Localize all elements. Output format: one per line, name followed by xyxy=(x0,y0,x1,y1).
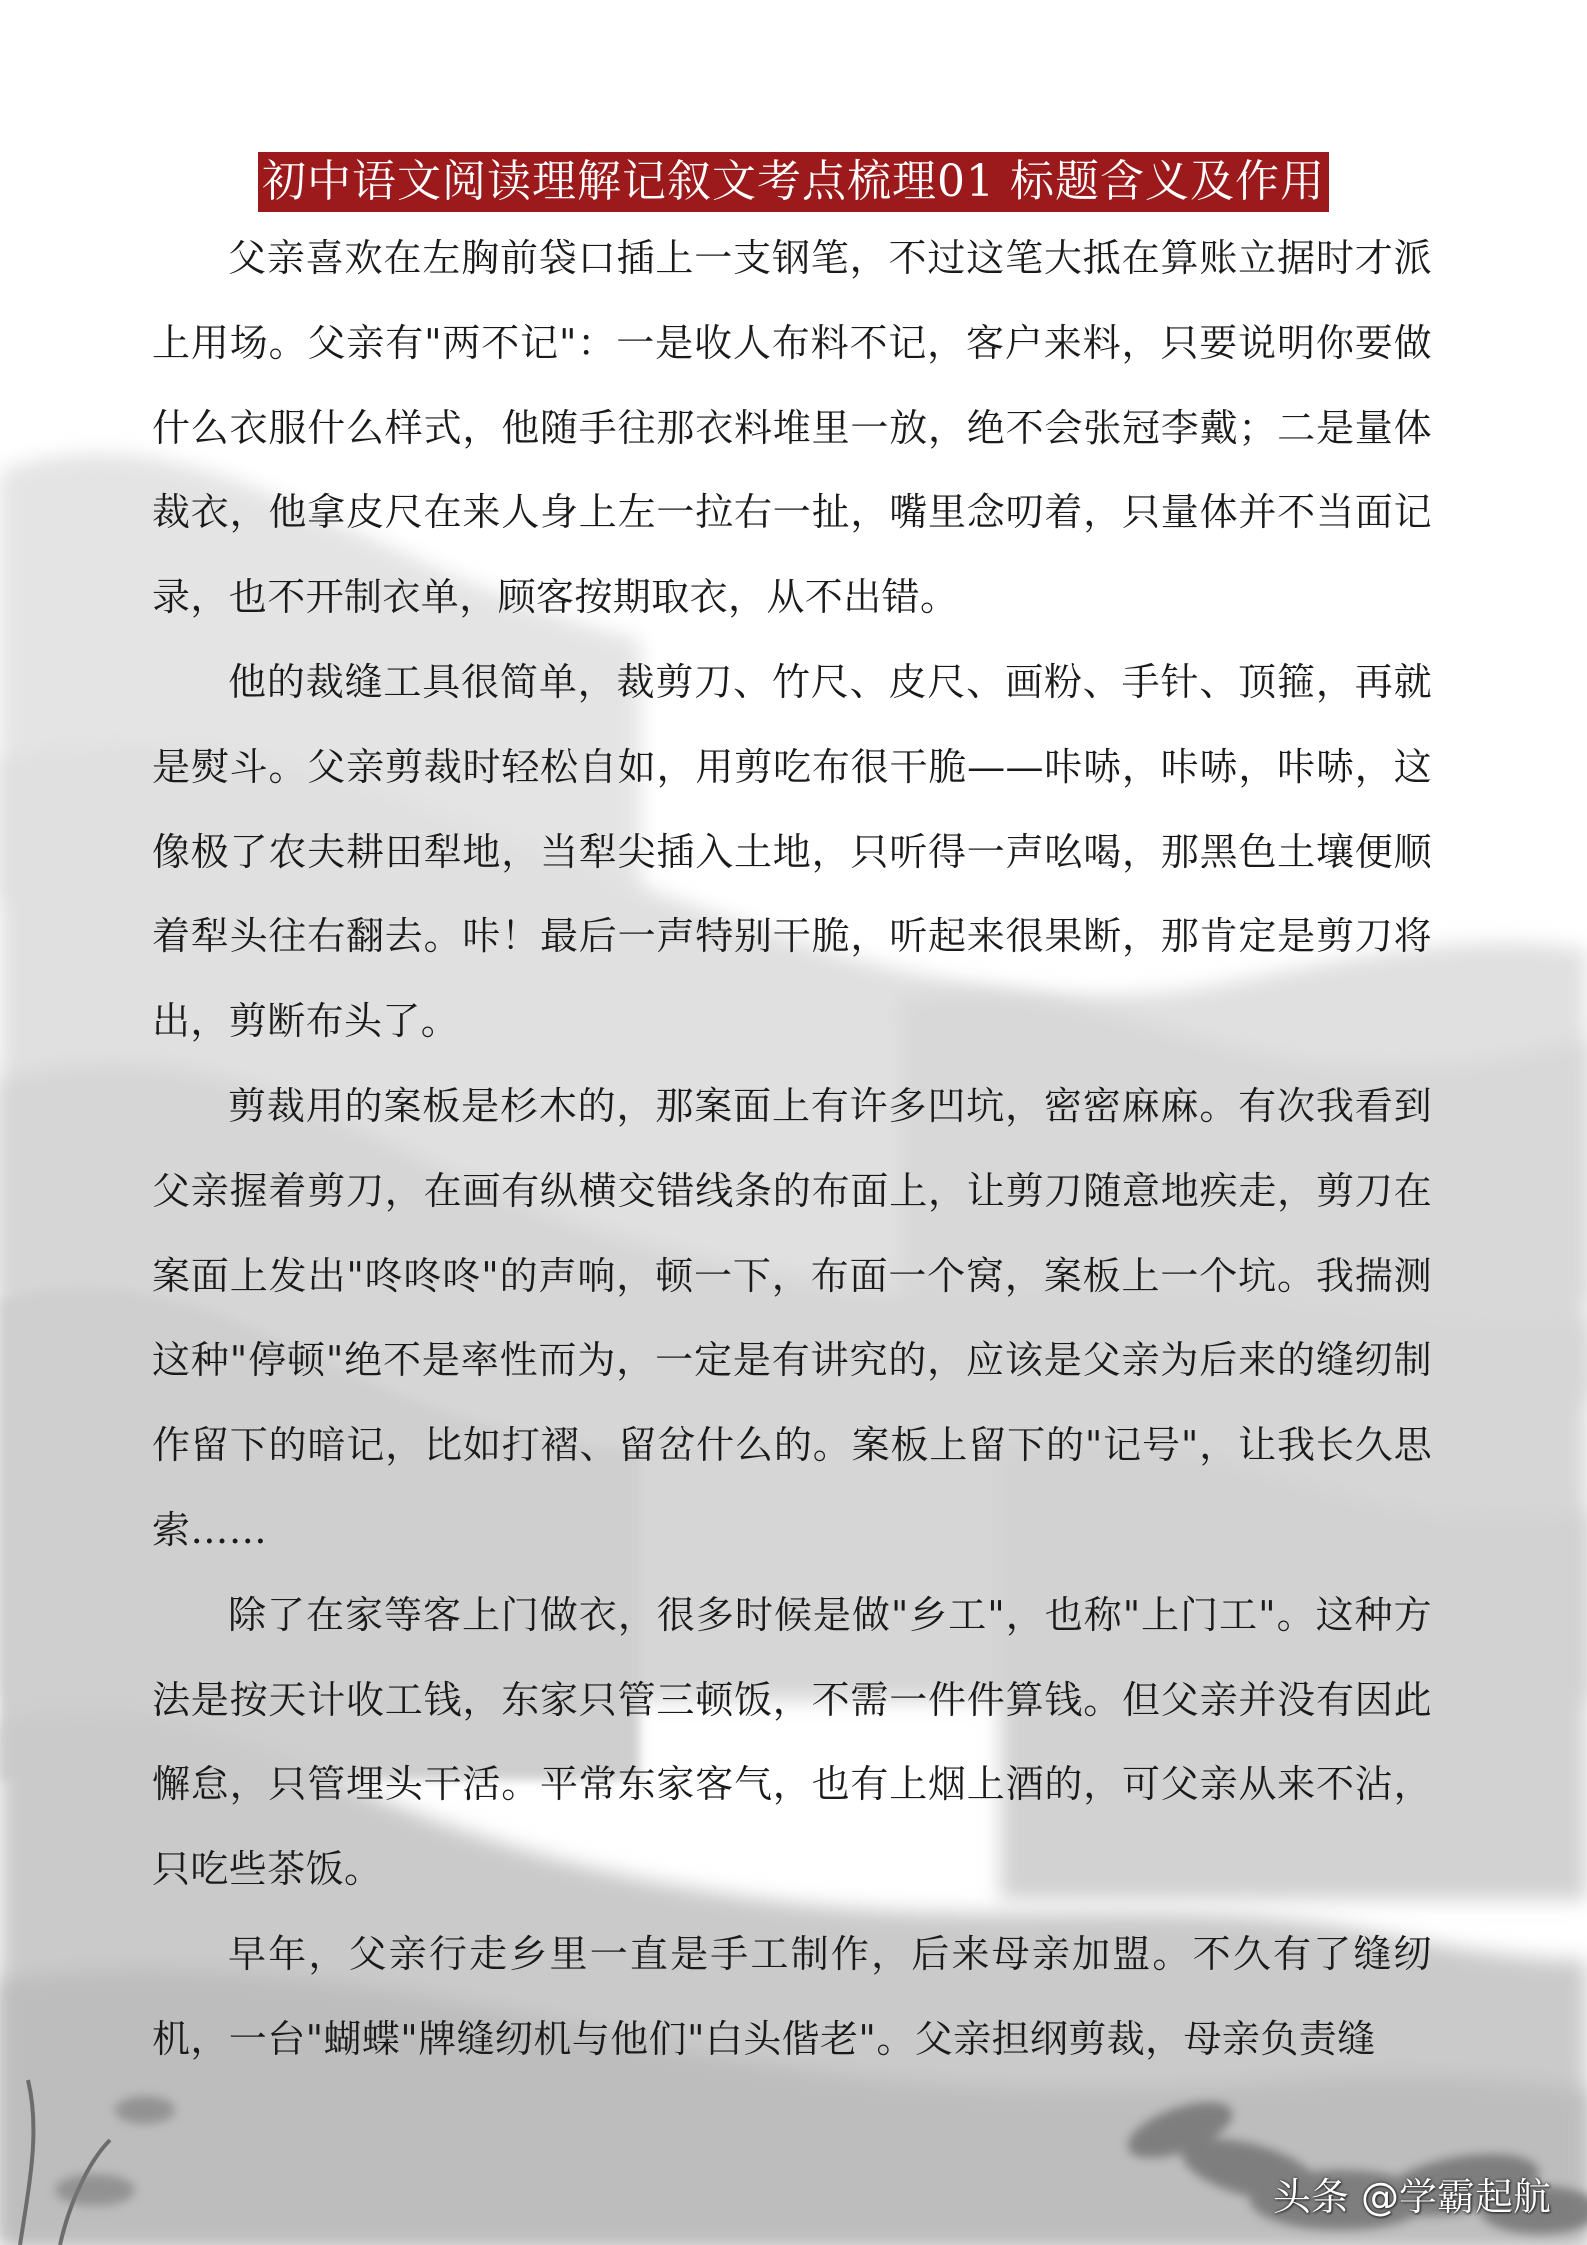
article-body xyxy=(152,216,1432,2082)
paragraph: 早年，父亲行走乡里一直是手工制作，后来母亲加盟。不久有了缝纫机，一台"蝴蝶"牌缝纫机与他们"白头偕老"。父亲担纲剪裁，母亲负责缝 xyxy=(152,1931,1432,2061)
paragraph: 剪裁用的案板是杉木的，那案面上有许多凹坑，密密麻麻。有次我看到父亲握着剪刀，在画有纵横交错线条的布面上，让剪刀随意地疾走，剪刀在案面上发出"咚咚咚"的声响，顿一下，布面一个窝，案板上一个坑。我揣测这种"停顿"绝不是率性而为，一定是有讲究的，应该是父亲为后来的缝纫制作留下的暗记，比如打褶、留岔什么的。案板上留下的"记号"，让我长久思索…… xyxy=(152,1083,1432,1552)
title-bar xyxy=(0,152,1587,212)
paragraph: 除了在家等客上门做衣，很多时候是做"乡工"，也称"上门工"。这种方法是按天计收工钱，东家只管三顿饭，不需一件件算钱。但父亲并没有因此懈怠，只管埋头干活。平常东家客气，也有上烟上酒的，可父亲从来不沾，只吃些茶饭。 xyxy=(152,1592,1432,1892)
paragraph: 父亲喜欢在左胸前袋口插上一支钢笔，不过这笔大抵在算账立据时才派上用场。父亲有"两不记"：一是收人布料不记，客户来料，只要说明你要做什么衣服什么样式，他随手往那衣料堆里一放，绝不会张冠李戴；二是量体裁衣，他拿皮尺在来人身上左一拉右一扯，嘴里念叨着，只量体并不当面记录，也不开制衣单，顾客按期取衣，从不出错。 xyxy=(152,236,1432,620)
document-title: 初中语文阅读理解记叙文考点梳理01 标题含义及作用 xyxy=(258,152,1329,212)
source-watermark: 头条 @学霸起航 xyxy=(1272,2175,1551,2219)
paragraph: 他的裁缝工具很简单，裁剪刀、竹尺、皮尺、画粉、手针、顶箍，再就是熨斗。父亲剪裁时轻松自如，用剪吃布很干脆——咔哧，咔哧，咔哧，这像极了农夫耕田犁地，当犁尖插入土地，只听得一声吆喝，那黑色土壤便顺着犁头往右翻去。咔！最后一声特别干脆，听起来很果断，那肯定是剪刀将出，剪断布头了。 xyxy=(152,659,1432,1044)
